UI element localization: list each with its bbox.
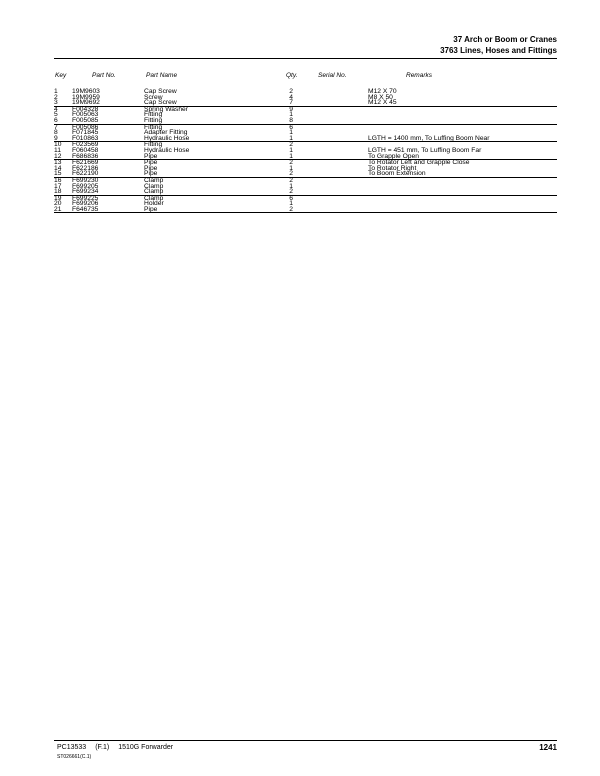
cell-part-name: Cap Screw [144,88,177,95]
table-group [54,142,557,160]
table-row [54,189,557,195]
cell-part-name: Hydraulic Hose [144,134,190,142]
footer-machine: 1510G Forwarder [118,744,174,751]
cell-part-no: F005085 [72,116,99,124]
footer-rule [54,740,557,741]
cell-qty: 1 [289,134,293,142]
cell-part-no: F005086 [72,123,99,131]
cell-qty: 7 [289,99,293,107]
cell-part-name: Fitting [144,111,163,119]
cell-part-name: Clamp [144,176,164,184]
cell-qty: 1 [289,111,293,119]
cell-qty: 6 [289,194,293,202]
cell-key: 16 [54,176,62,184]
col-header-part-name: Part Name [146,72,178,79]
table-row [54,207,557,213]
header-rule [54,58,557,59]
table-row [54,136,557,142]
cell-key: 5 [54,111,58,119]
cell-part-no: F621669 [72,159,99,167]
table-row [54,118,557,124]
page-number: 1241 [539,743,557,752]
cell-qty: 1 [289,152,293,160]
cell-part-name: Pipe [144,152,158,160]
cell-part-no: 19M9692 [72,99,100,107]
cell-qty: 4 [289,93,293,101]
cell-part-name: Clamp [144,182,164,190]
cell-part-no: F005063 [72,111,99,119]
cell-remarks: To Grapple Open [368,152,419,160]
cell-remarks: To Boom Extension [368,170,426,178]
cell-qty: 2 [289,159,293,167]
cell-part-no: F622186 [72,164,99,172]
cell-part-name: Pipe [144,205,158,213]
cell-remarks: LGTH = 451 mm, To Luffing Boom Far [368,146,482,154]
cell-part-name: Holder [144,200,164,208]
cell-key: 2 [54,93,58,101]
cell-part-name: Pipe [144,164,158,172]
cell-key: 9 [54,134,58,142]
cell-part-name: Cap Screw [144,99,177,107]
cell-key: 1 [54,88,58,95]
cell-part-name: Clamp [144,194,164,202]
cell-qty: 8 [289,116,293,124]
cell-part-name: Adapter Fitting [144,129,188,137]
cell-remarks: M8 X 50 [368,93,393,101]
cell-key: 3 [54,99,58,107]
cell-part-no: F699225 [72,194,99,202]
cell-part-name: Fitting [144,141,163,149]
cell-key: 7 [54,123,58,131]
subsection-title: 3763 Lines, Hoses and Fittings [440,46,557,55]
col-header-key: Key [55,72,67,79]
parts-table [54,89,557,213]
cell-key: 8 [54,129,58,137]
col-header-remarks: Remarks [406,72,433,79]
cell-part-no: F699230 [72,176,99,184]
cell-key: 4 [54,105,58,113]
cell-remarks: LGTH = 1400 mm, To Luffing Boom Near [368,134,490,142]
table-group [54,125,557,143]
cell-part-name: Fitting [144,116,163,124]
cell-qty: 2 [289,170,293,178]
cell-qty: 2 [289,88,293,95]
table-group [54,196,557,214]
cell-part-no: F686836 [72,152,99,160]
cell-key: 17 [54,182,62,190]
cell-qty: 2 [289,205,293,213]
cell-key: 21 [54,205,62,213]
col-header-part-no: Part No. [92,72,116,79]
cell-key: 14 [54,164,62,172]
cell-part-no: F060458 [72,146,99,154]
cell-key: 12 [54,152,62,160]
cell-part-no: F699206 [72,200,99,208]
cell-qty: 6 [289,123,293,131]
col-header-qty: Qty. [286,72,298,79]
cell-qty: 1 [289,129,293,137]
cell-key: 11 [54,146,61,154]
cell-part-name: Screw [144,93,163,101]
cell-key: 20 [54,200,62,208]
cell-part-name: Hydraulic Hose [144,146,190,154]
cell-part-no: 19M9959 [72,93,100,101]
footer-edition: (F.1) [95,744,110,751]
cell-part-no: F004328 [72,105,99,113]
cell-remarks: M12 X 70 [368,88,397,95]
cell-qty: 1 [289,200,293,208]
cell-remarks: M12 X 45 [368,99,397,107]
cell-remarks: To Rotator Left and Grapple Close [368,159,470,167]
cell-key: 19 [54,194,62,202]
cell-key: 15 [54,170,62,178]
cell-part-no: 19M9603 [72,88,100,95]
table-row [54,171,557,177]
cell-part-name: Fitting [144,123,163,131]
cell-qty: 9 [289,105,293,113]
cell-key: 6 [54,116,58,124]
cell-qty: 2 [289,176,293,184]
cell-remarks: To Rotator Right [368,164,417,172]
cell-qty: 2 [289,141,293,149]
cell-part-no: F699205 [72,182,99,190]
cell-key: 10 [54,141,62,149]
cell-part-no: F622190 [72,170,99,178]
cell-qty: 2 [289,188,293,196]
cell-part-no: F071845 [72,129,99,137]
cell-qty: 1 [289,164,293,172]
cell-part-name: Pipe [144,159,158,167]
cell-part-name: Pipe [144,170,158,178]
cell-part-no: F699234 [72,188,99,196]
cell-part-name: Spring Washer [144,105,188,113]
cell-part-no: F023569 [72,141,99,149]
cell-part-no: F010863 [72,134,99,142]
cell-part-no: F646735 [72,205,99,213]
cell-key: 18 [54,188,62,196]
footer-catalog: PC13533 [57,744,87,751]
table-group [54,178,557,196]
footer-catalog-line [57,743,173,752]
table-group [54,107,557,125]
table-group [54,160,557,178]
cell-qty: 1 [289,146,293,154]
cell-part-name: Clamp [144,188,164,196]
footer-code: ST026661(C.1) [57,754,92,760]
col-header-serial-no: Serial No. [318,72,347,79]
table-row [54,154,557,160]
section-title: 37 Arch or Boom or Cranes [453,35,557,44]
cell-qty: 1 [289,182,293,190]
table-row [54,100,557,106]
table-group [54,89,557,107]
cell-key: 13 [54,159,62,167]
